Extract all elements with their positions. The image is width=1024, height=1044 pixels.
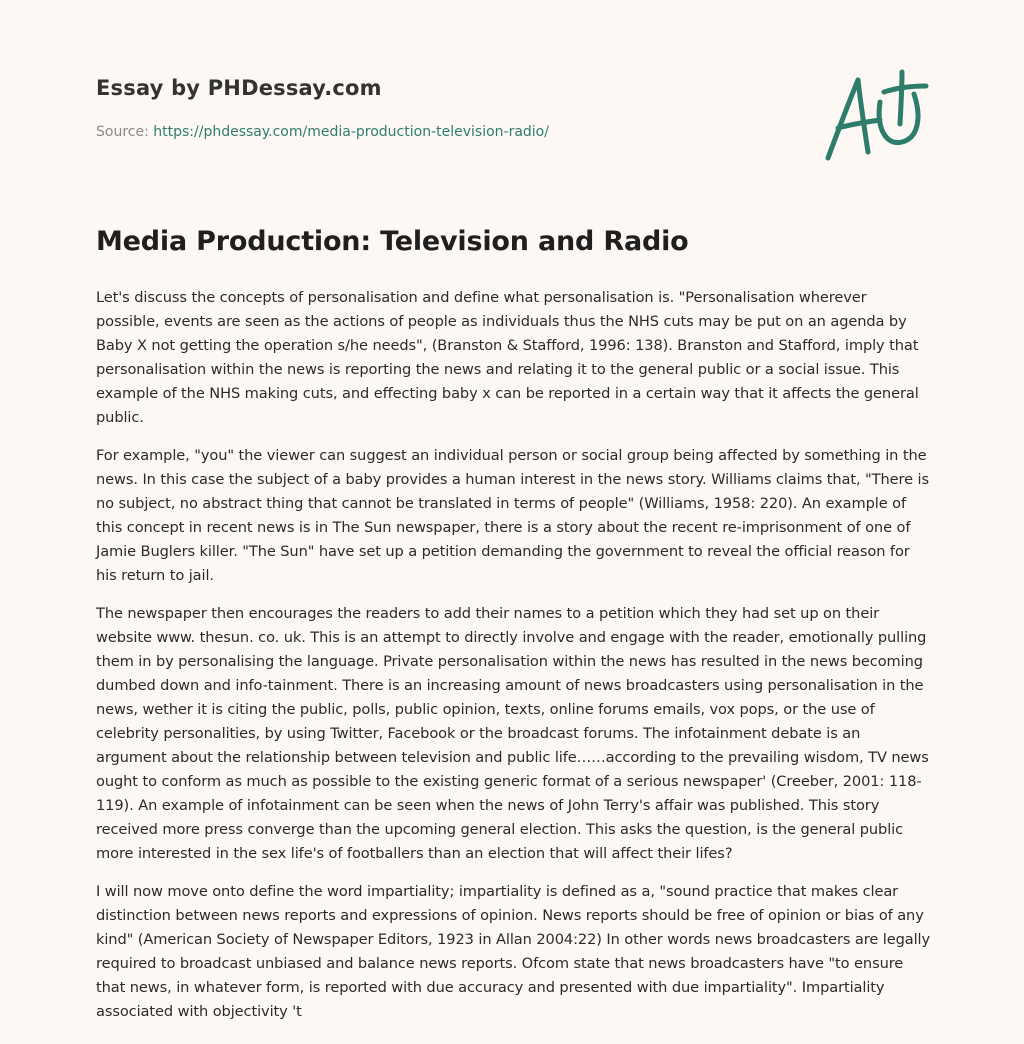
source-label: Source: xyxy=(96,124,154,140)
paragraph: The newspaper then encourages the readers to add their names to a petition which they had set up on their website www. thesun. co. uk. This is an attempt to directly involve and engage with the reader, emotionally pulling them in by personalising the language. Private personalisation within the news has resulted in the news becoming dumbed down and info-tainment. There is an increasing amount of news broadcasters using personalisation in the news, wether it is citing the public, polls, public opinion, texts, online forums emails, vox pops, or the use of celebrity personalities, by using Twitter, Facebook or the broadcast forums. The infotainment debate is an argument about the relationship between television and public life……according to the prevailing wisdom, TV news ought to conform as much as possible to the existing generic format of a serious newspaper' (Creeber, 2001: 118-119). An example of infotainment can be seen when the news of John Terry's affair was published. This story received more press converge than the upcoming general election. This asks the question, is the general public more interested in the sex life's of footballers than an election that will affect their lifes? xyxy=(96,605,929,862)
page-title: Media Production: Television and Radio xyxy=(96,226,689,257)
paragraph: For example, "you" the viewer can suggest an individual person or social group being affected by something in the news. In this case the subject of a baby provides a human interest in the news story. Williams claims that, "There is no subject, no abstract thing that cannot be translated in terms of people" (Williams, 1958: 220). An example of this concept in recent news is in The Sun newspaper, there is a story about the recent re-imprisonment of one of Jamie Buglers killer. "The Sun" have set up a petition demanding the government to reveal the official reason for his return to jail. xyxy=(96,447,929,584)
site-brand: Essay by PHDessay.com xyxy=(96,76,382,100)
paragraph: Let's discuss the concepts of personalisation and define what personalisation is. "Personalisation wherever possible, events are seen as the actions of people as individuals thus the NHS cuts may be put on an agenda by Baby X not getting the operation s/he needs", (Branston & Stafford, 1996: 138). Branston and Stafford, imply that personalisation within the news is reporting the news and relating it to the general public or a social issue. This example of the NHS making cuts, and effecting baby x can be reported in a certain way that it affects the general public. xyxy=(96,289,919,426)
source-line xyxy=(96,124,549,140)
essay-body xyxy=(96,286,934,1038)
a-plus-logo-icon xyxy=(818,66,930,166)
paragraph: I will now move onto define the word impartiality; impartiality is defined as a, "sound practice that makes clear distinction between news reports and expressions of opinion. News reports should be free of opinion or bias of any kind" (American Society of Newspaper Editors, 1923 in Allan 2004:22) In other words news broadcasters are legally required to broadcast unbiased and balance news reports. Ofcom state that news broadcasters have "to ensure that news, in whatever form, is reported with due accuracy and presented with due impartiality". Impartiality associated with objectivity 't xyxy=(96,883,931,1020)
source-link[interactable]: https://phdessay.com/media-production-television-radio/ xyxy=(153,124,549,140)
